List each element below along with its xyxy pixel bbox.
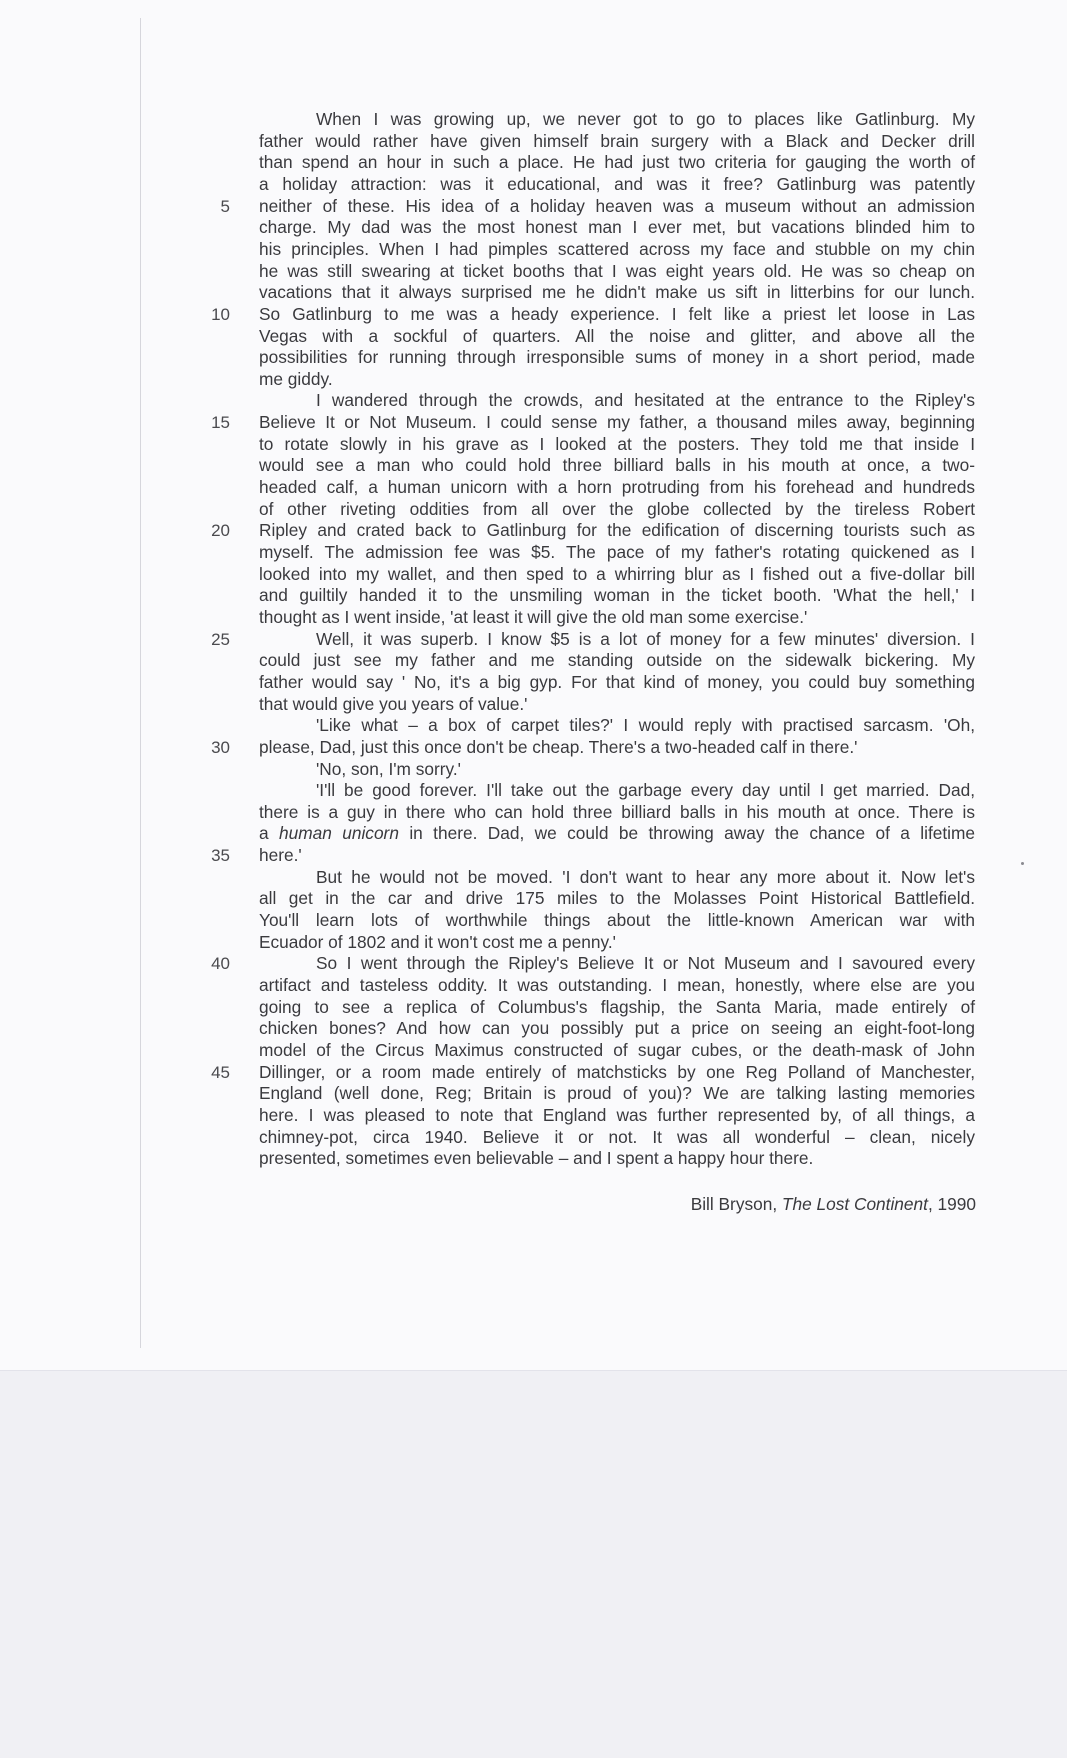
line-number: 10 — [211, 304, 230, 324]
text-line: I wandered through the crowds, and hesitated at the entrance to the Ripley's — [316, 390, 975, 411]
text-line: he was still swearing at ticket booths that I was eight years old. He was so cheap on — [259, 260, 975, 281]
citation-author: Bill Bryson, — [690, 1194, 782, 1214]
line-number: 15 — [211, 413, 230, 433]
citation — [691, 1193, 976, 1215]
lower-sheet — [0, 1370, 1067, 1758]
text-line: You'll learn lots of worthwhile things about the little-known American war with — [259, 910, 975, 931]
text-line: presented, sometimes even believable – and I spent a happy hour there. — [259, 1148, 814, 1169]
text-line: me giddy. — [259, 368, 333, 389]
line-number: 35 — [211, 846, 230, 866]
text-line: artifact and tasteless oddity. It was outstanding. I mean, honestly, where else are you — [259, 975, 975, 995]
text-line: could just see my father and me standing outside on the sidewalk bickering. My — [259, 650, 975, 671]
text-line: 'Like what – a box of carpet tiles?' I would reply with practised sarcasm. 'Oh, — [316, 715, 975, 736]
text-line: please, Dad, just this once don't be cheap. There's a two-headed calf in there.' — [259, 736, 858, 757]
text-line: 'I'll be good forever. I'll take out the garbage every day until I get married. Dad, — [316, 780, 975, 801]
text-line: Vegas with a sockful of quarters. All the noise and glitter, and above all the — [259, 325, 975, 346]
text-line: his principles. When I had pimples scattered across my face and stubble on my chin — [259, 238, 975, 259]
text-line: When I was growing up, we never got to go to places like Gatlinburg. My — [316, 109, 975, 129]
line-number: 45 — [211, 1062, 230, 1082]
text-line: to rotate slowly in his grave as I looked at the posters. They told me that inside I — [259, 433, 975, 454]
text-line: Believe It or Not Museum. I could sense my father, a thousand miles away, beginning — [259, 412, 975, 433]
line-number: 30 — [211, 737, 230, 757]
line-number: 20 — [211, 521, 230, 541]
text-line: father would say ' No, it's a big gyp. For that kind of money, you could buy something — [259, 671, 975, 692]
text-line: neither of these. His idea of a holiday heaven was a museum without an admission — [259, 195, 975, 216]
line-number: 25 — [211, 629, 230, 649]
text-line: looked into my wallet, and then sped to a whirring blur as I fished out a five-dollar bill — [259, 563, 975, 584]
text-line: than spend an hour in such a place. He had just two criteria for gauging the worth of — [259, 152, 975, 173]
text-line: vacations that it always surprised me he didn't make us sift in litterbins for our lunch. — [259, 282, 975, 303]
line-number: 40 — [211, 954, 230, 974]
margin-rule — [140, 18, 141, 1348]
text-line: chicken bones? And how can you possibly put a price on seeing an eight-foot-long — [259, 1018, 975, 1039]
text-line: and guiltily handed it to the unsmiling woman in the ticket booth. 'What the hell,' I — [259, 585, 975, 606]
emphasis-text: human unicorn — [279, 823, 399, 844]
text-line: So Gatlinburg to me was a heady experience. I felt like a priest let loose in Las — [259, 303, 975, 324]
text-line: going to see a replica of Columbus's flagship, the Santa Maria, made entirely of — [259, 996, 975, 1017]
text-line: there is a guy in there who can hold three billiard balls in his mouth at once. There is — [259, 801, 975, 822]
text-line: here. I was pleased to note that England was further represented by, of all things, a — [259, 1104, 975, 1125]
text-line: Well, it was superb. I know $5 is a lot of money for a few minutes' diversion. I — [316, 628, 975, 649]
text-line: of other riveting oddities from all over the globe collected by the tireless Robert — [259, 498, 975, 519]
text-line: that would give you years of value.' — [259, 693, 528, 714]
text-line: a holiday attraction: was it educational, and was it free? Gatlinburg was patently — [259, 173, 975, 194]
text-line: model of the Circus Maximus constructed of sugar cubes, or the death-mask of John — [259, 1039, 975, 1060]
text-line: So I went through the Ripley's Believe It or Not Museum and I savoured every — [316, 953, 975, 974]
text-line: Ecuador of 1802 and it won't cost me a penny.' — [259, 931, 616, 952]
text-line: father would rather have given himself brain surgery with a Black and Decker drill — [259, 130, 975, 151]
line-number: 5 — [220, 196, 230, 216]
text-line: 'No, son, I'm sorry.' — [316, 758, 461, 779]
text-line: Ripley and crated back to Gatlinburg for the edification of discerning tourists such as — [259, 520, 975, 541]
text-line: possibilities for running through irresponsible sums of money in a short period, made — [259, 347, 975, 368]
citation-title: The Lost Continent — [781, 1194, 928, 1214]
text-line: all get in the car and drive 175 miles to the Molasses Point Historical Battlefield. — [259, 888, 975, 909]
text-line: a human unicorn in there. Dad, we could be throwing away the chance of a lifetime — [259, 823, 976, 844]
text-line: Dillinger, or a room made entirely of matchsticks by one Reg Polland of Manchester, — [259, 1061, 975, 1082]
text-line: myself. The admission fee was $5. The pace of my father's rotating quickened as I — [259, 542, 975, 562]
text-line: But he would not be moved. 'I don't want to hear any more about it. Now let's — [316, 866, 975, 887]
text-line: headed calf, a human unicorn with a horn protruding from his forehead and hundreds — [259, 477, 975, 498]
text-line: chimney-pot, circa 1940. Believe it or not. It was all wonderful – clean, nicely — [259, 1126, 975, 1147]
text-line: here.' — [259, 845, 302, 866]
text-line: thought as I went inside, 'at least it will give the old man some exercise.' — [259, 606, 808, 627]
scan-speck — [1021, 862, 1024, 865]
citation-year: , 1990 — [927, 1194, 976, 1214]
text-line: England (well done, Reg; Britain is proud of you)? We are talking lasting memories — [259, 1083, 975, 1104]
text-line: would see a man who could hold three billiard balls in his mouth at once, a two- — [259, 455, 975, 476]
text-line: charge. My dad was the most honest man I ever met, but vacations blinded him to — [259, 217, 975, 238]
